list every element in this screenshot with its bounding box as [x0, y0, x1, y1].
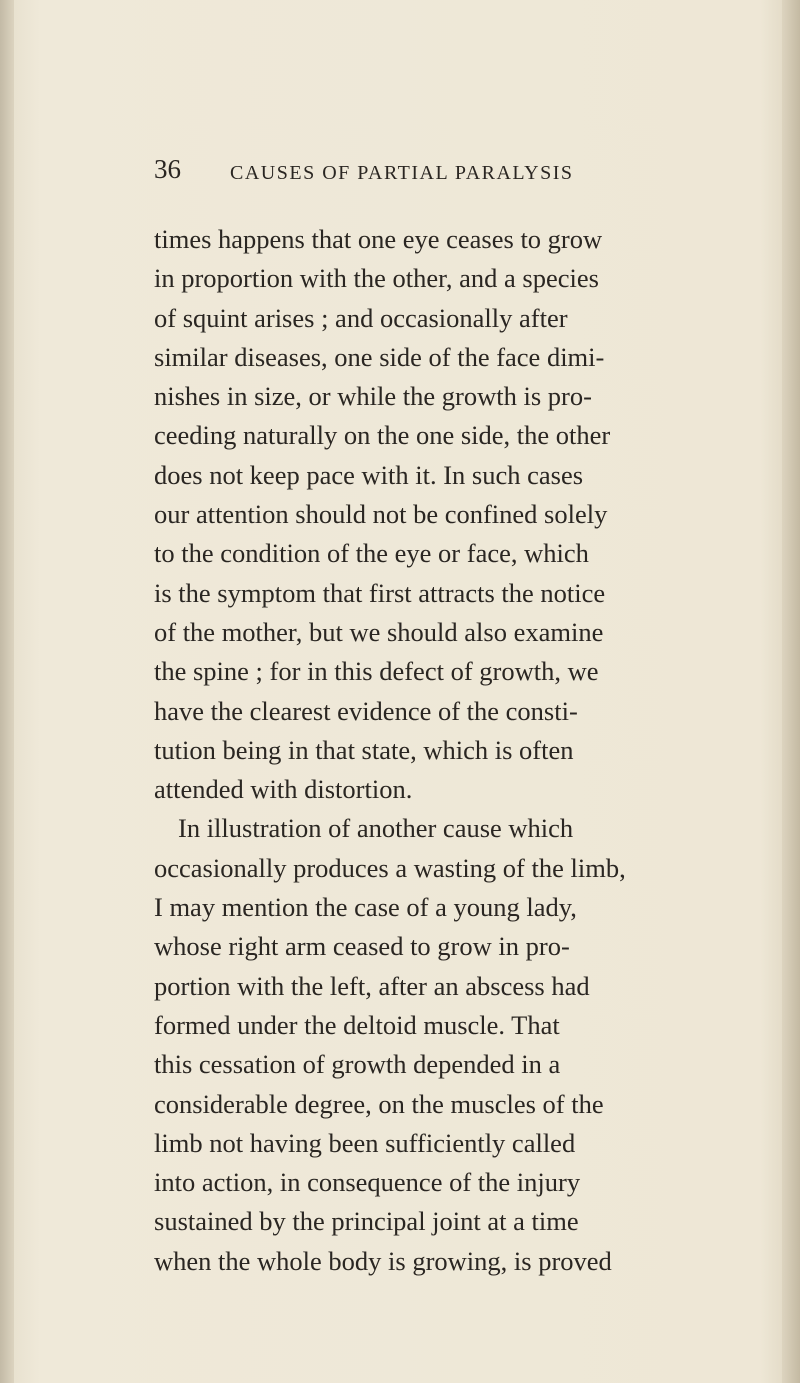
text-line: is the symptom that first attracts the notice: [154, 577, 606, 608]
text-line: in proportion with the other, and a species: [154, 263, 599, 294]
page-number: 36: [154, 154, 181, 184]
text-line: occasionally produces a wasting of the limb,: [154, 852, 626, 883]
text-line: times happens that one eye ceases to grow: [154, 224, 603, 254]
page-left-edge: [0, 0, 14, 1383]
text-line: whose right arm ceased to grow in pro-: [154, 931, 570, 962]
text-line: this cessation of growth depended in a: [154, 1049, 561, 1080]
text-line: attended with distortion.: [154, 774, 413, 805]
text-line: when the whole body is growing, is proved: [154, 1245, 612, 1276]
text-line: into action, in consequence of the injury: [154, 1167, 581, 1198]
running-head: [154, 154, 654, 194]
body-text: [154, 220, 794, 1281]
text-line: similar diseases, one side of the face dimi-: [154, 341, 605, 372]
text-line: have the clearest evidence of the consti-: [154, 695, 578, 726]
text-line: considerable degree, on the muscles of the: [154, 1088, 604, 1119]
text-line: sustained by the principal joint at a time: [154, 1206, 579, 1237]
text-line: portion with the left, after an abscess had: [154, 970, 590, 1001]
text-line: to the condition of the eye or face, which: [154, 538, 589, 569]
text-line: of squint arises ; and occasionally after: [154, 302, 568, 333]
paragraph-start-line: In illustration of another cause which: [178, 813, 574, 844]
text-line: I may mention the case of a young lady,: [154, 892, 577, 923]
text-line: of the mother, but we should also examine: [154, 616, 604, 647]
text-line: ceeding naturally on the one side, the other: [154, 420, 611, 451]
text-line: formed under the deltoid muscle. That: [154, 1009, 560, 1040]
running-title: CAUSES OF PARTIAL PARALYSIS: [230, 162, 574, 184]
text-line: nishes in size, or while the growth is pro-: [154, 381, 592, 412]
text-line: limb not having been sufficiently called: [154, 1127, 576, 1158]
text-line: tution being in that state, which is often: [154, 734, 574, 765]
text-line: does not keep pace with it. In such cases: [154, 459, 584, 490]
text-line: our attention should not be confined solely: [154, 499, 608, 530]
text-line: the spine ; for in this defect of growth, we: [154, 656, 599, 687]
